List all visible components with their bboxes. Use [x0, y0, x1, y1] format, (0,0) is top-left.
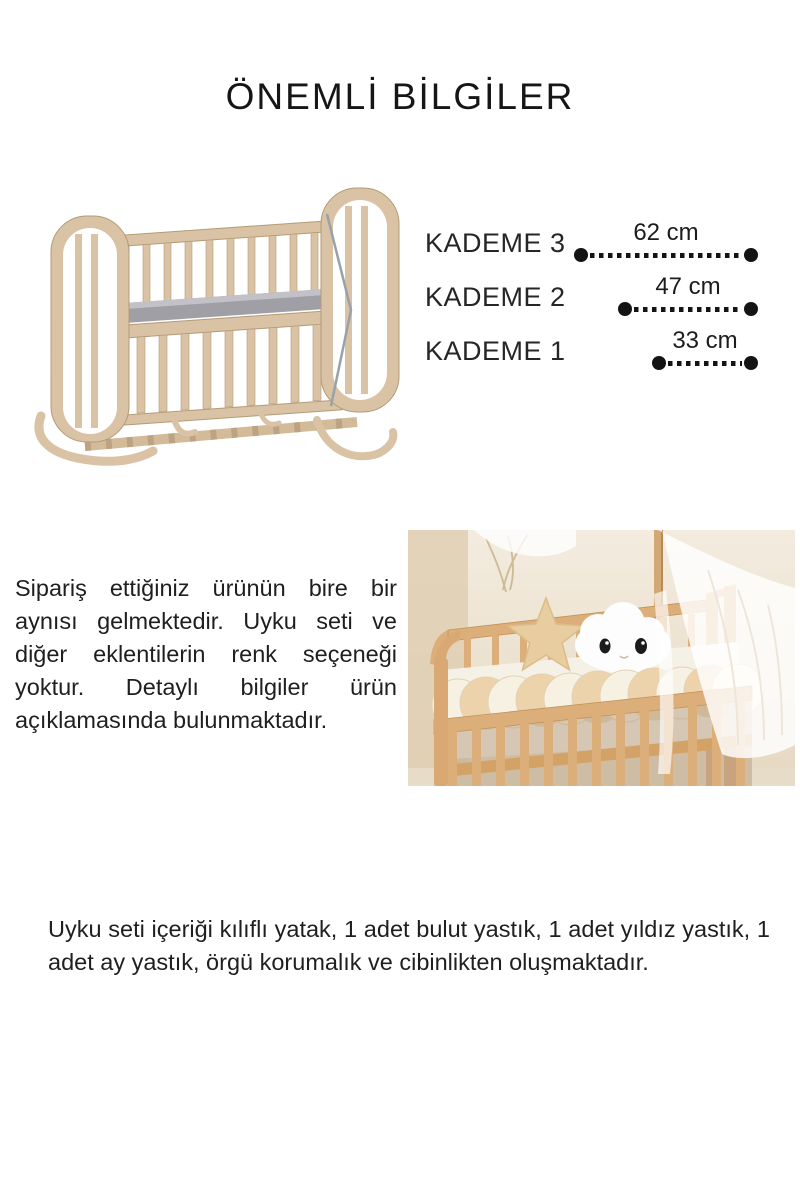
front-left-post	[434, 658, 448, 786]
measure-endpoint-right	[744, 248, 758, 262]
stage-label: KADEME 1	[425, 336, 566, 366]
stage-value: 33 cm	[672, 327, 738, 354]
sleep-set-note: Uyku seti içeriği kılıflı yatak, 1 adet bulut yastık, 1 adet yıldız yastık, 1 adet ay yastık, örgü korumalık ve cibinlikten oluşmaktadır.	[48, 916, 770, 975]
measure-leader	[634, 307, 742, 312]
measure-leader	[590, 253, 742, 258]
measure-leader	[668, 361, 742, 366]
stage-value: 62 cm	[633, 219, 699, 246]
crib-illustration-svg	[25, 170, 405, 485]
measure-line	[618, 302, 758, 316]
stage-row-3	[425, 220, 758, 272]
measure-endpoint-left	[618, 302, 632, 316]
measure-endpoint-left	[574, 248, 588, 262]
measure-endpoint-right	[744, 356, 758, 370]
measure-endpoint-left	[652, 356, 666, 370]
product-note: Sipariş ettiğiniz ürünün bire bir aynısı gelmektedir. Uyku seti ve diğer eklentilerin renk seçeneği yoktur. Detaylı bilgiler ürün açıklamasında bulunmaktadır.	[15, 575, 397, 733]
stage-row-1	[425, 328, 758, 380]
right-end-panel	[321, 188, 399, 412]
measure-endpoint-right	[744, 302, 758, 316]
crib-illustration	[25, 170, 405, 485]
stage-value: 47 cm	[655, 273, 721, 300]
measure-line	[652, 356, 758, 370]
stage-row-2	[425, 274, 758, 326]
stage-label: KADEME 2	[425, 282, 566, 312]
page-title: ÖNEMLİ BİLGİLER	[225, 76, 575, 117]
product-photo-svg	[408, 530, 795, 786]
product-photo	[408, 530, 795, 786]
left-end-panel	[51, 216, 129, 442]
measure-line	[574, 248, 758, 262]
stage-label: KADEME 3	[425, 228, 566, 258]
